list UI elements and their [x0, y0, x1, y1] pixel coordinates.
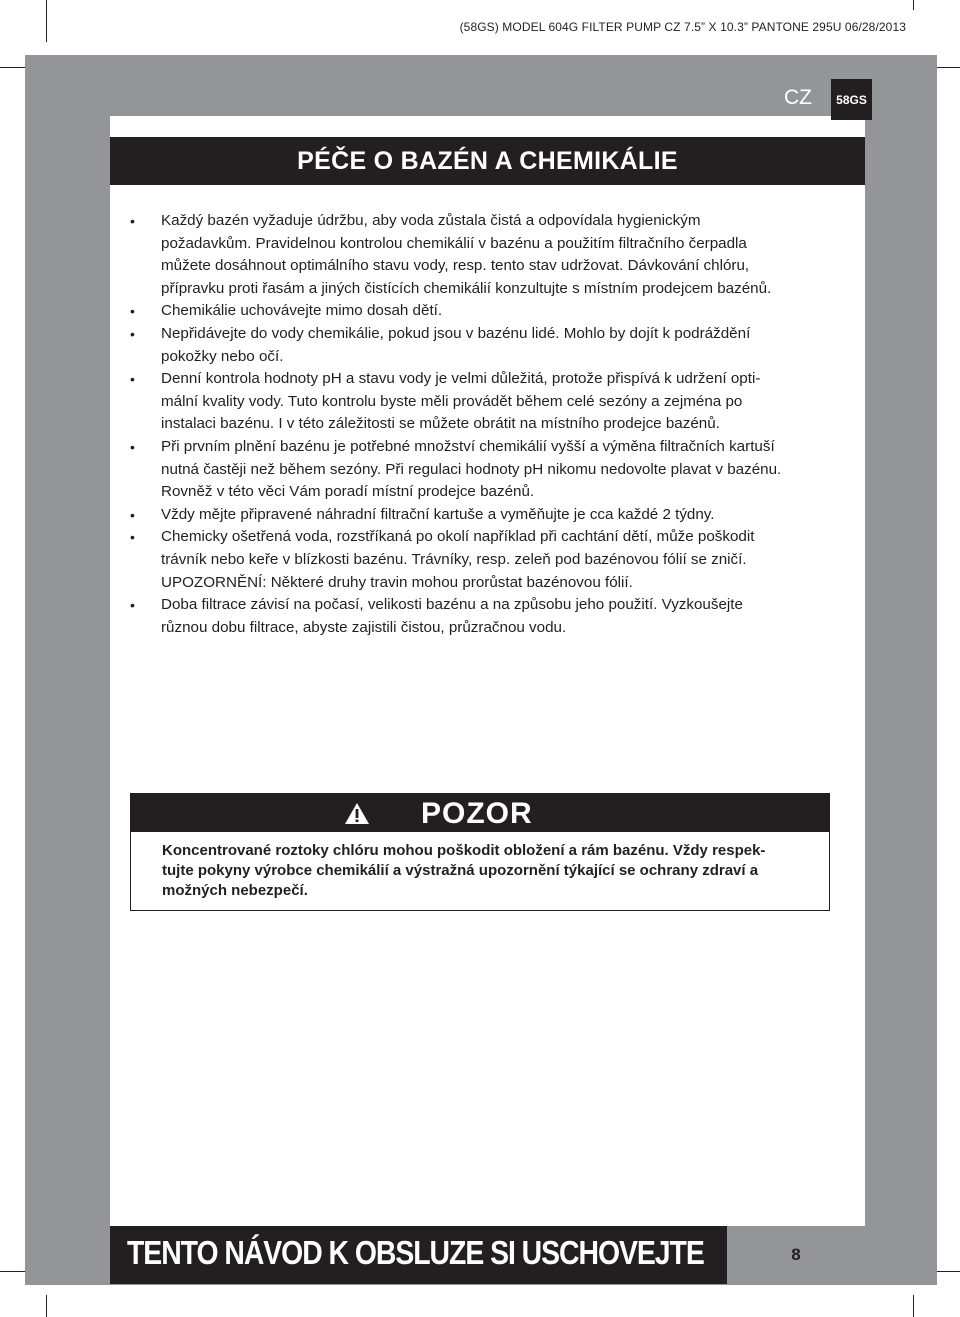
- list-item: [130, 210, 830, 300]
- list-item-line: instalaci bazénu. I v této záležitosti se můžete obrátit na místního prodejce bazénů.: [161, 415, 720, 433]
- list-item-line: různou dobu filtrace, abyste zajistili čistou, průzračnou vodu.: [161, 618, 567, 636]
- list-item: [130, 368, 830, 436]
- list-item-line: trávník nebo keře v blízkosti bazénu. Trávníky, resp. zeleň pod bazénovou fólií se zničí.: [161, 550, 747, 568]
- list-item-line: mální kvality vody. Tuto kontrolu byste měli provádět během celé sezóny a zejména po: [161, 392, 743, 410]
- warning-text: [162, 841, 822, 901]
- bullet-marker: •: [130, 529, 135, 546]
- warning-text-line: možných nebezpečí.: [162, 882, 308, 899]
- list-item-line: Při prvním plnění bazénu je potřebné množství chemikálií vyšší a výměna filtračních kartuší: [161, 437, 775, 455]
- crop-mark-bottom-right-v: [913, 1295, 914, 1317]
- list-item: [130, 504, 830, 527]
- bullet-marker: •: [130, 597, 135, 614]
- list-item-line: Rovněž v této věci Vám poradí místní prodejce bazénů.: [161, 483, 535, 501]
- bullet-marker: •: [130, 371, 135, 388]
- print-info-header: (58GS) MODEL 604G FILTER PUMP CZ 7.5” X 10.3” PANTONE 295U 06/28/2013: [459, 20, 906, 34]
- warning-triangle-icon: [344, 802, 370, 825]
- warning-text-line: Koncentrované roztoky chlóru mohou poškodit obložení a rám bazénu. Vždy respek-: [162, 842, 766, 859]
- list-item-line: Denní kontrola hodnoty pH a stavu vody je velmi důležitá, protože přispívá k udržení opti-: [161, 370, 761, 388]
- bullet-marker: •: [130, 325, 135, 342]
- crop-mark-top-right-v: [913, 0, 914, 10]
- list-item-line: můžete dosáhnout optimálního stavu vody, resp. tento stav udržovat. Dávkování chlóru,: [161, 257, 750, 275]
- list-item: [130, 323, 830, 368]
- list-item-line: UPOZORNĚNÍ: Některé druhy travin mohou prorůstat bazénovou fólií.: [161, 573, 633, 591]
- list-item-line: Chemikálie uchovávejte mimo dosah dětí.: [161, 302, 443, 320]
- model-badge: 58GS: [831, 79, 872, 120]
- list-item-line: přípravku proti řasám a jiných čistících chemikálií konzultujte s místním prodejcem bazénů.: [161, 279, 772, 297]
- list-item-line: Doba filtrace závisí na počasí, velikosti bazénu a na způsobu jeho použití. Vyzkoušejte: [161, 596, 743, 614]
- list-item-line: Nepřidávejte do vody chemikálie, pokud jsou v bazénu lidé. Mohlo by dojít k podráždění: [161, 324, 751, 342]
- crop-mark-top-left-v: [46, 0, 47, 42]
- bullet-marker: •: [130, 506, 135, 523]
- footer-bar: [110, 1226, 727, 1284]
- warning-box: [130, 793, 830, 911]
- section-title: PÉČE O BAZÉN A CHEMIKÁLIE: [110, 137, 865, 185]
- bullet-marker: •: [130, 213, 135, 229]
- page-number: 8: [791, 1245, 801, 1264]
- list-item-line: Vždy mějte připravené náhradní filtrační kartuše a vyměňujte je cca každé 2 týdny.: [161, 505, 715, 523]
- list-item: [130, 436, 830, 504]
- warning-text-line: tujte pokyny výrobce chemikálií a výstražná upozornění týkající se ochrany zdraví a: [162, 862, 759, 879]
- list-item-line: požadavkům. Pravidelnou kontrolou chemikálií v bazénu a použitím filtračního čerpadla: [161, 234, 747, 252]
- footer-text: TENTO NÁVOD K OBSLUZE SI USCHOVEJTE: [127, 1234, 704, 1271]
- warning-title: POZOR: [421, 797, 533, 830]
- crop-mark-bottom-left-v: [46, 1295, 47, 1317]
- bullet-marker: •: [130, 303, 135, 320]
- list-item-line: pokožky nebo očí.: [161, 347, 284, 365]
- list-item-line: Chemicky ošetřená voda, rozstříkaná po okolí například při cachtání dětí, může poškodit: [161, 528, 755, 546]
- warning-header: [131, 794, 829, 832]
- list-item: [130, 526, 830, 594]
- list-item: [130, 300, 830, 323]
- care-instructions-list: [130, 210, 830, 639]
- language-label: CZ: [784, 86, 812, 109]
- list-item-line: nutná častěji než během sezóny. Při regulaci hodnoty pH nikomu nedovolte plavat v bazénu.: [161, 460, 782, 478]
- list-item-line: Každý bazén vyžaduje údržbu, aby voda zůstala čistá a odpovídala hygienickým: [161, 212, 701, 229]
- list-item: [130, 594, 830, 639]
- bullet-marker: •: [130, 438, 135, 455]
